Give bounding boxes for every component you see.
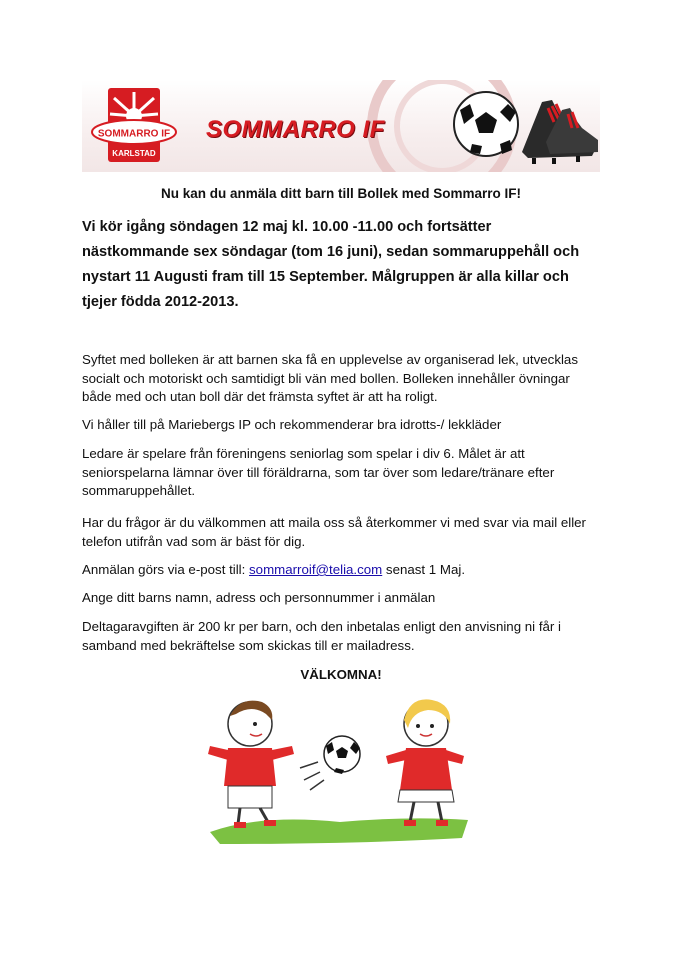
logo-top-text: SOMMARRO IF bbox=[97, 128, 171, 140]
children-playing-football-illustration bbox=[200, 690, 480, 850]
club-logo-icon bbox=[90, 86, 178, 166]
soccer-ball-icon bbox=[300, 736, 360, 790]
lead-paragraph: Vi kör igång söndagen 12 maj kl. 10.00 -11.00 och fortsätter nästkommande sex söndagar (tom 16 juni), sedan sommaruppehåll och nystart 11 Augusti fram till 15 September. Målgruppen är alla killar och tjejer födda 2012-2013. bbox=[82, 219, 580, 310]
location-paragraph: Vi håller till på Mariebergs IP och rekommenderar bra idrotts-/ lekkläder bbox=[82, 417, 502, 432]
brand-text: SOMMARRO IF bbox=[206, 116, 385, 143]
leaders-paragraph: Ledare är spelare från föreningens seniorlag som spelar i div 6. Målet är att seniorspelarna lämnar över till föräldrarna, som tar över som ledare/tränare efter sommaruppehållet. bbox=[82, 446, 555, 498]
info-paragraph: Ange ditt barns namn, adress och personnummer i anmälan bbox=[82, 590, 436, 605]
purpose-paragraph: Syftet med bolleken är att barnen ska få en upplevelse av organiserad lek, utvecklas socialt och motoriskt och samtidigt bli vän med bollen. Bolleken innehåller övningar både med och utan boll där det främsta syftet är att ha roligt. bbox=[82, 352, 578, 404]
questions-paragraph: Har du frågor är du välkommen att maila oss så återkommer vi med svar via mail eller telefon utifrån vad som är bäst för dig. bbox=[82, 515, 586, 549]
signup-suffix: senast 1 Maj. bbox=[382, 562, 466, 577]
fee-paragraph: Deltagaravgiften är 200 kr per barn, och den inbetalas enligt den anvisning ni får i samband med bekräftelse som skickas till er mailadress. bbox=[82, 619, 561, 653]
page-title: Nu kan du anmäla ditt barn till Bollek med Sommarro IF! bbox=[160, 186, 522, 201]
football-boots-icon bbox=[452, 82, 600, 172]
signup-paragraph bbox=[82, 561, 602, 580]
signup-prefix: Anmälan görs via e-post till: bbox=[82, 562, 250, 577]
signup-email-link[interactable]: sommarroif@telia.com bbox=[249, 562, 383, 577]
logo-bottom-text: KARLSTAD bbox=[112, 149, 156, 158]
welcome-text: VÄLKOMNA! bbox=[300, 667, 382, 682]
soccer-ball-icon bbox=[454, 92, 518, 156]
header-banner bbox=[82, 80, 600, 172]
